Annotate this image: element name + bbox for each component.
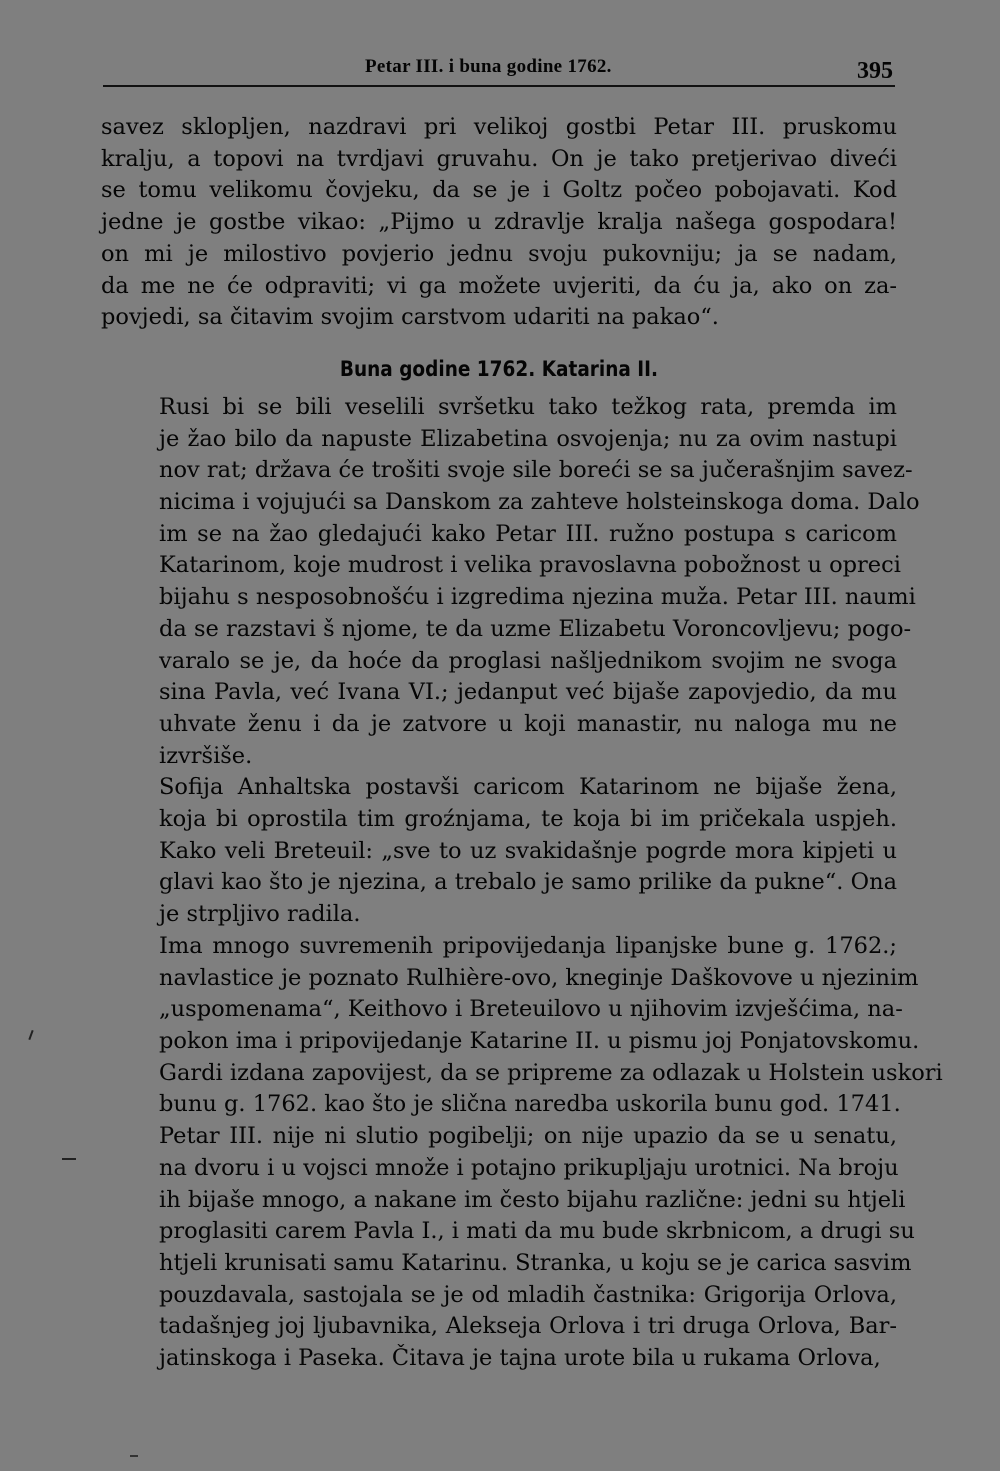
text-line: Kako veli Breteuil: „sve to uz svakidašnje pogrde mora kipjeti u bbox=[159, 837, 897, 864]
text-line: ih bijaše mnogo, a nakane im često bijahu različne: jedni su htjeli bbox=[159, 1186, 906, 1213]
text-line: Rusi bi se bili veselili svršetku tako težkog rata, premda im bbox=[159, 393, 897, 420]
text-line: im se na žao gledajući kako Petar III. ružno postupa s caricom bbox=[159, 520, 897, 547]
text-line: nov rat; država će trošiti svoje sile boreći se sa jučerašnjim savez- bbox=[159, 457, 913, 484]
text-line: bunu g. 1762. kao što je slična naredba uskorila bunu god. 1741. bbox=[159, 1091, 901, 1118]
paragraph bbox=[101, 772, 897, 931]
margin-mark bbox=[28, 1030, 33, 1040]
text-line: je strpljivo radila. bbox=[159, 901, 361, 928]
text-line: da se razstavi š njome, te da uzme Elizabetu Voroncovljevu; pogo- bbox=[159, 615, 912, 642]
text-line: na dvoru i u vojsci množe i potajno prikupljaju urotnici. Na broju bbox=[159, 1154, 899, 1181]
text-line: „uspomenama“, Keithovo i Breteuilovo u njihovim izvješćima, na- bbox=[159, 996, 903, 1023]
body-text bbox=[101, 112, 943, 1375]
margin-mark bbox=[62, 1158, 76, 1160]
text-line: tadašnjeg joj ljubavnika, Alekseja Orlova i tri druga Orlova, Bar- bbox=[159, 1313, 897, 1340]
text-line: koja bi oprostila tim groźnjama, te koja bi im pričekala uspjeh. bbox=[159, 806, 897, 833]
paragraph bbox=[101, 392, 920, 772]
text-line: povjedi, sa čitavim svojim carstvom udariti na pakao“. bbox=[101, 304, 719, 331]
page-header bbox=[103, 52, 895, 92]
text-line: izvršiše. bbox=[159, 742, 253, 769]
section-heading: Buna godine 1762. Katarina II. bbox=[339, 356, 659, 381]
text-line: pokon ima i pripovijedanje Katarine II. u pismu joj Ponjatovskomu. bbox=[159, 1027, 920, 1054]
text-line: Sofija Anhaltska postavši caricom Katarinom ne bijaše žena, bbox=[159, 774, 897, 801]
text-line: savez sklopljen, nazdravi pri velikoj gostbi Petar III. pruskomu bbox=[101, 114, 897, 140]
running-title: Petar III. i buna godine 1762. bbox=[365, 56, 612, 77]
text-line: glavi kao što je njezina, a trebalo je samo prilike da pukne“. Ona bbox=[159, 869, 897, 896]
text-line: bijahu s nesposobnošću i izgredima njezina muža. Petar III. naumi bbox=[159, 584, 916, 611]
text-line: proglasiti carem Pavla I., i mati da mu bude skrbnicom, a drugi su bbox=[159, 1218, 915, 1245]
header-rule bbox=[103, 85, 895, 87]
text-line: je žao bilo da napuste Elizabetina osvojenja; nu za ovim nastupi bbox=[159, 425, 897, 452]
text-line: kralju, a topovi na tvrdjavi gruvahu. On je tako pretjerivao diveći bbox=[101, 145, 897, 172]
margin-mark bbox=[130, 1455, 138, 1457]
text-line: navlastice je poznato Rulhière-ovo, kneginje Daškovove u njezinim bbox=[159, 964, 919, 991]
text-line: Gardi izdana zapovijest, da se pripreme za odlazak u Holstein uskori bbox=[159, 1059, 943, 1086]
text-line: varalo se je, da hoće da proglasi našljednikom svojim ne svoga bbox=[159, 647, 897, 674]
text-line: jatinskoga i Paseka. Čitava je tajna urote bila u rukama Orlova, bbox=[159, 1345, 881, 1372]
text-line: se tomu velikomu čovjeku, da se je i Goltz počeo pobojavati. Kod bbox=[101, 177, 897, 204]
text-line: da me ne će odpraviti; vi ga možete uvjeriti, da ću ja, ako on za- bbox=[101, 272, 897, 299]
page-number: 395 bbox=[857, 58, 893, 84]
paragraph bbox=[101, 931, 943, 1375]
paragraph bbox=[101, 112, 897, 334]
text-line: pouzdavala, sastojala se je od mladih častnika: Grigorija Orlova, bbox=[159, 1281, 897, 1308]
text-line: on mi je milostivo povjerio jednu svoju pukovniju; ja se nadam, bbox=[101, 240, 897, 267]
text-line: sina Pavla, već Ivana VI.; jedanput već bijaše zapovjedio, da mu bbox=[159, 679, 897, 706]
text-line: htjeli krunisati samu Katarinu. Stranka, u koju se je carica sasvim bbox=[159, 1249, 912, 1276]
text-line: jedne je gostbe vikao: „Pijmo u zdravlje kralja našega gospodara! bbox=[101, 209, 897, 236]
text-line: Petar III. nije ni slutio pogibelji; on nije upazio da se u senatu, bbox=[159, 1123, 897, 1150]
text-line: Katarinom, koje mudrost i velika pravoslavna pobožnost u opreci bbox=[159, 552, 901, 579]
text-line: Ima mnogo suvremenih pripovijedanja lipanjske bune g. 1762.; bbox=[159, 932, 897, 959]
text-line: uhvate ženu i da je zatvore u koji manastir, nu naloga mu ne bbox=[159, 710, 897, 737]
text-line: nicima i vojujući sa Danskom za zahteve holsteinskoga doma. Dalo bbox=[159, 489, 920, 516]
